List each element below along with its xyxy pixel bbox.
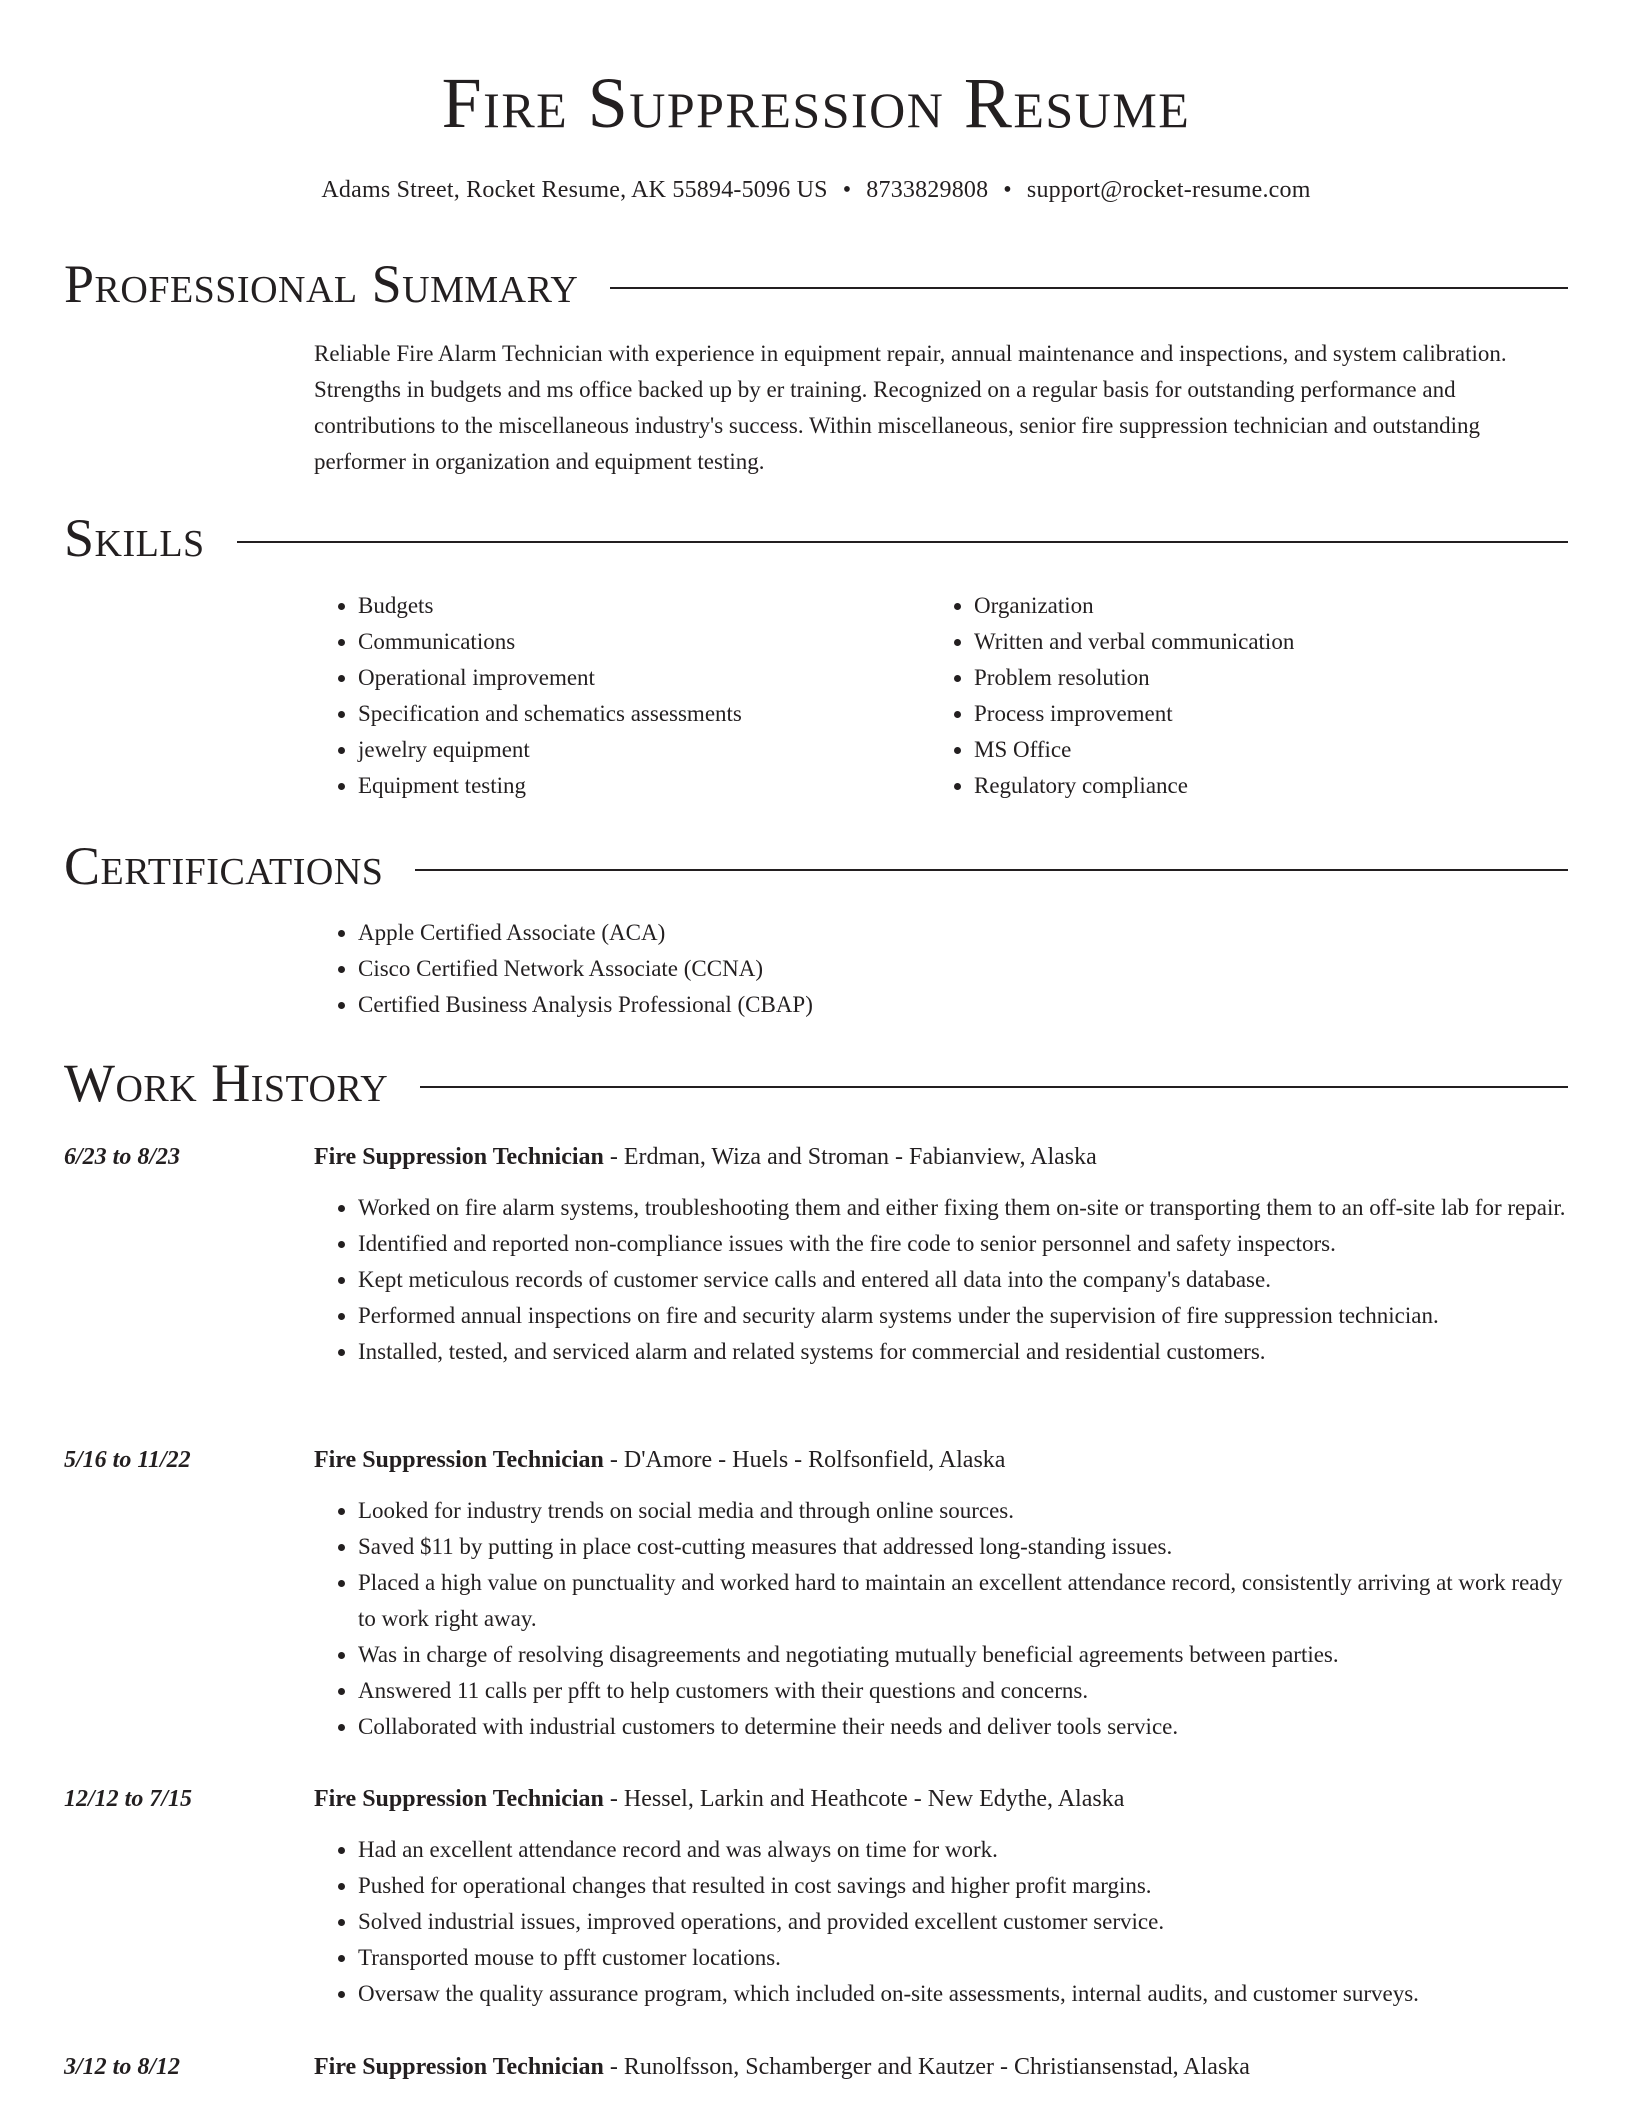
job-title: Fire Suppression Technician — [314, 2054, 604, 2080]
section-divider — [415, 869, 1568, 871]
certification-item: • Cisco Certified Network Associate (CCNA) — [358, 951, 1568, 987]
job-bullet: • Answered 11 calls per pfft to help customers with their questions and concerns. — [358, 1673, 1568, 1709]
section-header-work-history — [64, 1051, 1568, 1115]
job-dates: 12/12 to 7/15 — [64, 1786, 193, 1812]
contact-line — [0, 174, 1632, 206]
section-title-skills: Skills — [64, 508, 205, 568]
contact-phone: 8733829808 — [866, 177, 989, 203]
section-divider — [420, 1086, 1568, 1088]
skills-column-right — [930, 588, 1546, 804]
job-employer-location: - D'Amore - Huels - Rolfsonfield, Alaska — [603, 1447, 1006, 1473]
job-bullet: • Solved industrial issues, improved operations, and provided excellent customer service. — [358, 1904, 1568, 1940]
skill-item: • Operational improvement — [358, 660, 930, 696]
job-bullet: • Identified and reported non-compliance issues with the fire code to senior personnel and safety inspectors. — [358, 1226, 1568, 1262]
skill-item: • Specification and schematics assessments — [358, 696, 930, 732]
job-bullet: • Was in charge of resolving disagreements and negotiating mutually beneficial agreements between parties. — [358, 1637, 1568, 1673]
job-bullets — [314, 1832, 1568, 2012]
skill-item: • Problem resolution — [974, 660, 1546, 696]
job-header — [64, 1443, 1568, 1477]
contact-address: Adams Street, Rocket Resume, AK 55894-5096 US — [321, 177, 828, 203]
section-header-certifications — [64, 834, 1568, 898]
resume-title: Fire Suppression Resume — [441, 63, 1191, 143]
job-bullet: • Transported mouse to pfft customer locations. — [358, 1940, 1568, 1976]
skill-item: • Organization — [974, 588, 1546, 624]
job-title: Fire Suppression Technician — [314, 1144, 604, 1170]
job-bullet: • Pushed for operational changes that resulted in cost savings and higher profit margins. — [358, 1868, 1568, 1904]
contact-email[interactable]: support@rocket-resume.com — [1026, 177, 1311, 203]
job-bullet: • Looked for industry trends on social media and through online sources. — [358, 1493, 1568, 1529]
job-employer-location: - Erdman, Wiza and Stroman - Fabianview, Alaska — [603, 1144, 1097, 1170]
skills-column-left — [314, 588, 930, 804]
job-bullet: • Placed a high value on punctuality and worked hard to maintain an excellent attendance record, consistently arriving at work ready to work right away. — [358, 1565, 1568, 1637]
job-header — [64, 1140, 1568, 1174]
job-entry — [64, 1782, 1568, 2012]
job-bullet: • Kept meticulous records of customer service calls and entered all data into the company's database. — [358, 1262, 1568, 1298]
skill-item: • Budgets — [358, 588, 930, 624]
skill-item: • Equipment testing — [358, 768, 930, 804]
section-header-summary — [64, 252, 1568, 316]
job-bullets — [314, 1493, 1568, 1745]
skills-columns — [314, 588, 1568, 804]
job-title: Fire Suppression Technician — [314, 1447, 604, 1473]
job-bullet: • Performed annual inspections on fire and security alarm systems under the supervision of fire suppression technician. — [358, 1298, 1568, 1334]
skill-item: • Regulatory compliance — [974, 768, 1546, 804]
certification-item: • Certified Business Analysis Professional (CBAP) — [358, 987, 1568, 1023]
section-title-summary: Professional Summary — [64, 254, 579, 314]
summary-text: Reliable Fire Alarm Technician with experience in equipment repair, annual maintenance and inspections, and system calibration. Strengths in budgets and ms office backed up by er training. Recognized on a regular basis for outstanding performance and contributions to the miscellaneous industry's success. Within miscellaneous, senior fire suppression technician and outstanding performer in organization and equipment testing. — [314, 341, 1507, 474]
contact-separator: • — [842, 177, 852, 203]
job-title: Fire Suppression Technician — [314, 1786, 604, 1812]
section-header-skills — [64, 506, 1568, 570]
skill-item: • MS Office — [974, 732, 1546, 768]
section-title-work-history: Work History — [64, 1053, 389, 1113]
job-bullet: • Worked on fire alarm systems, troubleshooting them and either fixing them on-site or transporting them to an off-site lab for repair. — [358, 1190, 1568, 1226]
job-entry — [64, 1443, 1568, 1745]
certification-item: • Apple Certified Associate (ACA) — [358, 915, 1568, 951]
job-employer-location: - Hessel, Larkin and Heathcote - New Edythe, Alaska — [603, 1786, 1125, 1812]
job-entry — [64, 1140, 1568, 1370]
job-bullets — [314, 1190, 1568, 1370]
job-employer-location: - Runolfsson, Schamberger and Kautzer - Christiansenstad, Alaska — [603, 2054, 1250, 2080]
job-dates: 6/23 to 8/23 — [64, 1144, 181, 1170]
job-header — [64, 2050, 1568, 2084]
job-dates: 5/16 to 11/22 — [64, 1447, 191, 1473]
section-divider — [237, 541, 1568, 543]
section-title-certifications: Certifications — [64, 836, 384, 896]
job-bullet: • Oversaw the quality assurance program, which included on-site assessments, internal audits, and customer surveys. — [358, 1976, 1568, 2012]
job-dates: 3/12 to 8/12 — [64, 2054, 181, 2080]
skill-item: • jewelry equipment — [358, 732, 930, 768]
certifications-list — [314, 915, 1568, 1023]
section-divider — [610, 287, 1568, 289]
skill-item: • Written and verbal communication — [974, 624, 1546, 660]
job-bullet: • Had an excellent attendance record and was always on time for work. — [358, 1832, 1568, 1868]
job-header — [64, 1782, 1568, 1816]
job-bullet: • Installed, tested, and serviced alarm and related systems for commercial and residential customers. — [358, 1334, 1568, 1370]
job-bullet: • Collaborated with industrial customers to determine their needs and deliver tools service. — [358, 1709, 1568, 1745]
skill-item: • Process improvement — [974, 696, 1546, 732]
job-bullet: • Saved $11 by putting in place cost-cutting measures that addressed long-standing issues. — [358, 1529, 1568, 1565]
job-entry — [64, 2050, 1568, 2084]
contact-separator: • — [1003, 177, 1012, 203]
skill-item: • Communications — [358, 624, 930, 660]
